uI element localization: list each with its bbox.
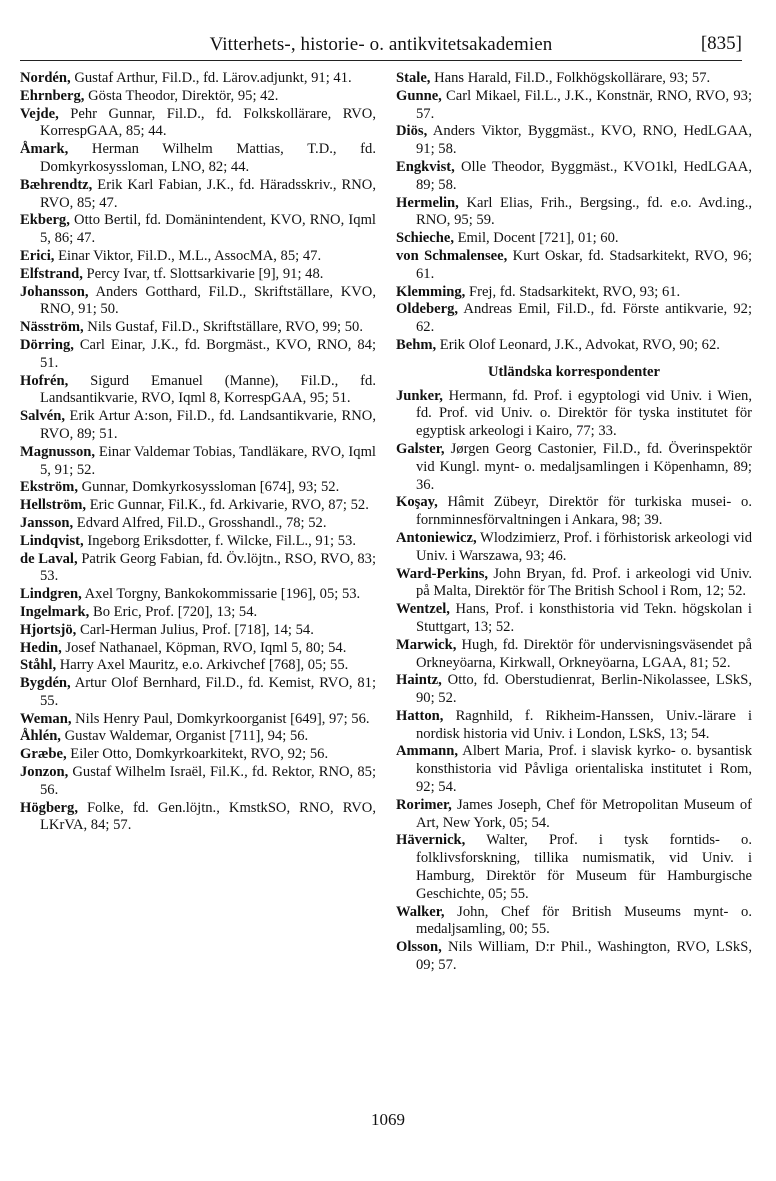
directory-entry — [20, 586, 376, 604]
directory-entry — [20, 319, 376, 337]
directory-entry — [396, 797, 752, 833]
entry-surname: Koşay, — [396, 494, 438, 511]
entry-surname: Ekberg, — [20, 212, 70, 229]
entry-details: Einar Valdemar Tobias, Tandläkare, RVO, Iqml 5, 91; 52. — [40, 443, 376, 478]
entry-surname: Hellström, — [20, 497, 87, 514]
directory-entry — [396, 337, 752, 355]
directory-entry — [396, 566, 752, 602]
entry-details: Nils Henry Paul, Domkyrkoorganist [649], 97; 56. — [71, 710, 370, 727]
section-heading-foreign-correspondents: Utländska korrespondenter — [487, 363, 661, 380]
directory-entry — [20, 515, 376, 533]
directory-entry — [20, 657, 376, 675]
entry-details: Jørgen Georg Castonier, Fil.D., fd. Överinspektör vid Kungl. mynt- o. medaljsamlingen i Köpenhamn, 89; 36. — [416, 440, 752, 493]
entry-details: Walter, Prof. i tysk forntids- o. folklivsforskning, tillika numismatik, vid Univ. i Hamburg, Direktör för Museum für Hamburgische Geschichte, 05; 55. — [416, 832, 752, 902]
entry-surname: Engkvist, — [396, 158, 455, 175]
entry-details: Edvard Alfred, Fil.D., Grosshandl., 78; 52. — [73, 514, 327, 531]
members-list-continued — [396, 70, 752, 355]
directory-entry — [396, 637, 752, 673]
entry-surname: Salvén, — [20, 408, 66, 425]
entry-surname: Högberg, — [20, 799, 78, 816]
directory-entry — [396, 70, 752, 88]
directory-entry — [396, 904, 752, 940]
directory-entry — [20, 70, 376, 88]
directory-entry — [396, 530, 752, 566]
directory-entry — [20, 764, 376, 800]
entry-surname: Olsson, — [396, 939, 442, 956]
entry-surname: Ståhl, — [20, 657, 57, 674]
directory-entry — [20, 640, 376, 658]
entry-surname: Ehrnberg, — [20, 87, 85, 104]
entry-details: Ingeborg Eriksdotter, f. Wilcke, Fil.L., 91; 53. — [83, 532, 356, 549]
entry-surname: Lindqvist, — [20, 532, 84, 549]
entry-surname: Hatton, — [396, 707, 444, 724]
entry-details: Otto Bertil, fd. Domänintendent, KVO, RNO, Iqml 5, 86; 47. — [40, 212, 376, 247]
directory-entry — [396, 672, 752, 708]
directory-entry — [396, 494, 752, 530]
entry-surname: Marwick, — [396, 636, 457, 653]
entry-surname: Hermelin, — [396, 194, 459, 211]
directory-entry — [396, 388, 752, 441]
directory-entry — [396, 441, 752, 494]
entry-surname: Græbe, — [20, 746, 67, 763]
entry-details: Gustaf Wilhelm Israël, Fil.K., fd. Rektor, RNO, 85; 56. — [40, 764, 376, 798]
entry-details: Wlodzimierz, Prof. i förhistorisk arkeologi vid Univ. i Warszawa, 93; 46. — [416, 529, 753, 564]
entry-details: Gustaf Arthur, Fil.D., fd. Lärov.adjunkt, 91; 41. — [70, 70, 352, 86]
directory-entry — [20, 497, 376, 515]
directory-entry — [396, 939, 752, 975]
entry-details: Nils Gustaf, Fil.D., Skriftställare, RVO, 99; 50. — [83, 319, 363, 336]
directory-entry — [396, 601, 752, 637]
entry-details: Einar Viktor, Fil.D., M.L., AssocMA, 85; 47. — [54, 247, 322, 264]
entry-surname: von Schmalensee, — [396, 247, 508, 264]
entry-details: John Bryan, fd. Prof. i arkeologi vid Univ. på Malta, Direktör för The British School i Rom, 12; 52. — [416, 565, 752, 600]
entry-details: Erik Olof Leonard, J.K., Advokat, RVO, 90; 62. — [436, 336, 720, 353]
entry-surname: de Laval, — [20, 550, 78, 567]
entry-surname: Bygdén, — [20, 675, 71, 692]
entry-surname: Elfstrand, — [20, 265, 83, 282]
entry-details: Karl Elias, Frih., Bergsing., fd. e.o. Avd.ing., RNO, 95; 59. — [416, 194, 752, 229]
entry-details: Hermann, fd. Prof. i egyptologi vid Univ. i Wien, fd. Prof. vid Univ. o. Direktör för tyska institutet för egyptisk arkeologi i Kairo, 77; 33. — [416, 387, 752, 440]
directory-entry — [20, 266, 376, 284]
entry-details: Herman Wilhelm Mattias, T.D., fd. Domkyrkosyssloman, LNO, 82; 44. — [40, 141, 376, 175]
entry-surname: Gunne, — [396, 87, 442, 104]
directory-entry — [396, 708, 752, 744]
entry-details: Otto, fd. Oberstudienrat, Berlin-Nikolassee, LSkS, 90; 52. — [416, 672, 752, 707]
entry-details: Frej, fd. Stadsarkitekt, RVO, 93; 61. — [465, 283, 681, 300]
running-head-page-number: [835] — [700, 33, 742, 54]
entry-surname: Ekström, — [20, 479, 78, 496]
entry-details: Carl Mikael, Fil.L., J.K., Konstnär, RNO, RVO, 93; 57. — [416, 87, 752, 122]
entry-surname: Bæhrendtz, — [20, 176, 93, 193]
entry-details: Emil, Docent [721], 01; 60. — [453, 230, 619, 247]
entry-surname: Näsström, — [20, 319, 84, 336]
entry-details: Sigurd Emanuel (Manne), Fil.D., fd. Landsantikvarie, RVO, Iqml 8, KorrespGAA, 95; 51. — [40, 372, 376, 407]
directory-entry — [20, 337, 376, 373]
entry-details: Carl Einar, J.K., fd. Borgmäst., KVO, RNO, 84; 51. — [40, 336, 376, 371]
entry-surname: Weman, — [20, 710, 72, 727]
directory-entry — [396, 284, 752, 302]
directory-entry — [20, 106, 376, 142]
left-column — [20, 70, 376, 835]
directory-entry — [20, 373, 376, 409]
footer-page-number: 1069 — [371, 1110, 405, 1129]
entry-surname: Ammann, — [396, 743, 459, 760]
entry-details: John, Chef för British Museums mynt- o. medaljsamling, 00; 55. — [416, 903, 752, 938]
entry-surname: Åhlén, — [20, 728, 61, 745]
entry-details: Eric Gunnar, Fil.K., fd. Arkivarie, RVO, 87; 52. — [86, 497, 369, 514]
entry-details: Gustav Waldemar, Organist [711], 94; 56. — [60, 728, 309, 745]
entry-surname: Johansson, — [20, 283, 89, 300]
directory-entry — [20, 675, 376, 711]
entry-details: Gunnar, Domkyrkosyssloman [674], 93; 52. — [77, 479, 340, 496]
directory-entry — [396, 159, 752, 195]
entry-details: Axel Torgny, Bankokommissarie [196], 05; 53. — [81, 586, 361, 603]
directory-entry — [20, 141, 376, 177]
entry-surname: Oldeberg, — [396, 301, 459, 318]
entry-details: Anders Gotthard, Fil.D., Skriftställare, KVO, RNO, 91; 50. — [40, 283, 376, 318]
entry-surname: Magnusson, — [20, 443, 96, 460]
directory-entry — [396, 248, 752, 284]
entry-details: Andreas Emil, Fil.D., fd. Förste antikvarie, 92; 62. — [416, 301, 752, 336]
directory-entry — [20, 728, 376, 746]
entry-details: Anders Viktor, Byggmäst., KVO, RNO, HedLGAA, 91; 58. — [416, 123, 752, 158]
directory-entry — [20, 479, 376, 497]
entry-surname: Schieche, — [396, 230, 454, 247]
entry-details: James Joseph, Chef för Metropolitan Museum of Art, New York, 05; 54. — [416, 796, 752, 831]
entry-details: Artur Olof Bernhard, Fil.D., fd. Kemist, RVO, 81; 55. — [40, 675, 376, 709]
entry-surname: Åmark, — [20, 141, 69, 158]
entry-surname: Antoniewicz, — [396, 529, 477, 546]
directory-entry — [20, 284, 376, 320]
entry-details: Albert Maria, Prof. i slavisk kyrko- o. bysantisk konsthistoria vid Påvliga orientaliska institutet i Rom, 92; 54. — [416, 743, 752, 796]
directory-entry — [20, 533, 376, 551]
entry-details: Percy Ivar, tf. Slottsarkivarie [9], 91; 48. — [82, 265, 324, 282]
entry-details: Bo Eric, Prof. [720], 13; 54. — [89, 603, 258, 620]
directory-entry — [20, 248, 376, 266]
entry-details: Harry Axel Mauritz, e.o. Arkivchef [768], 05; 55. — [56, 657, 349, 674]
entry-details: Ragnhild, f. Rikheim-Hanssen, Univ.-lärare i nordisk historia vid Univ. i London, LSkS, 13; 54. — [416, 707, 752, 742]
entry-details: Olle Theodor, Byggmäst., KVO1kl, HedLGAA, 89; 58. — [416, 158, 752, 193]
directory-entry — [20, 800, 376, 836]
entry-surname: Jansson, — [20, 514, 74, 531]
entry-details: Gösta Theodor, Direktör, 95; 42. — [84, 87, 279, 104]
entry-details: Hans Harald, Fil.D., Folkhögskollärare, 93; 57. — [430, 70, 711, 86]
entry-surname: Walker, — [396, 903, 445, 920]
directory-entry — [396, 123, 752, 159]
entry-details: Pehr Gunnar, Fil.D., fd. Folkskollärare, RVO, KorrespGAA, 85; 44. — [40, 105, 376, 140]
entry-surname: Nordén, — [20, 70, 71, 86]
foreign-correspondents-list — [396, 388, 752, 975]
directory-entry — [396, 230, 752, 248]
entry-details: Folke, fd. Gen.löjtn., KmstkSO, RNO, RVO, LKrVA, 84; 57. — [40, 799, 376, 834]
entry-details: Hugh, fd. Direktör för undervisningsväsendet på Orkneyöarna, Kirkwall, Orkneyöarna, LGAA, 81; 52. — [416, 636, 752, 671]
entry-surname: Erici, — [20, 247, 55, 264]
entry-surname: Hävernick, — [396, 832, 466, 849]
entry-details: Erik Karl Fabian, J.K., fd. Häradsskriv., RNO, RVO, 85; 47. — [40, 176, 376, 211]
entry-details: Eiler Otto, Domkyrkoarkitekt, RVO, 92; 56. — [66, 746, 329, 763]
directory-entry — [396, 743, 752, 796]
entry-details: Nils William, D:r Phil., Washington, RVO, LSkS, 09; 57. — [416, 939, 752, 974]
entry-details: Hans, Prof. i konsthistoria vid Tekn. högskolan i Stuttgart, 13; 52. — [416, 601, 752, 635]
directory-entry — [396, 195, 752, 231]
page-header — [20, 30, 742, 61]
directory-entry — [20, 711, 376, 729]
directory-entry — [20, 177, 376, 213]
entry-details: Patrik Georg Fabian, fd. Öv.löjtn., RSO, RVO, 83; 53. — [40, 550, 376, 585]
directory-entry — [20, 212, 376, 248]
entry-surname: Junker, — [396, 387, 443, 404]
directory-entry — [396, 88, 752, 124]
entry-surname: Lindgren, — [20, 586, 82, 603]
directory-entry — [20, 746, 376, 764]
entry-surname: Galster, — [396, 440, 445, 457]
entry-surname: Rorimer, — [396, 796, 452, 813]
entry-surname: Wentzel, — [396, 601, 450, 618]
entry-surname: Hjortsjö, — [20, 621, 77, 638]
entry-surname: Vejde, — [20, 105, 59, 122]
entry-details: Hâmit Zübeyr, Direktör för turkiska musei- o. fornminnesförvaltningen i Ankara, 98; 39. — [416, 494, 752, 529]
entry-details: Erik Artur A:son, Fil.D., fd. Landsantikvarie, RNO, RVO, 89; 51. — [40, 408, 376, 442]
entry-surname: Behm, — [396, 336, 437, 353]
right-column — [396, 70, 752, 975]
entry-surname: Dörring, — [20, 336, 74, 353]
directory-entry — [396, 301, 752, 337]
entry-surname: Diös, — [396, 123, 428, 140]
entry-surname: Klemming, — [396, 283, 466, 300]
entry-surname: Hedin, — [20, 639, 62, 656]
entry-surname: Ingelmark, — [20, 603, 90, 620]
directory-entry — [20, 444, 376, 480]
directory-entry — [20, 551, 376, 587]
entry-surname: Stale, — [396, 70, 431, 86]
directory-entry — [396, 832, 752, 903]
entry-details: Carl-Herman Julius, Prof. [718], 14; 54. — [76, 621, 314, 638]
directory-entry — [20, 622, 376, 640]
directory-entry — [20, 604, 376, 622]
entry-surname: Jonzon, — [20, 764, 69, 781]
entry-surname: Haintz, — [396, 672, 442, 689]
running-head-title: Vitterhets-, historie- o. antikvitetsakademien — [209, 34, 553, 55]
entry-details: Josef Nathanael, Köpman, RVO, Iqml 5, 80; 54. — [61, 639, 347, 656]
directory-entry — [20, 88, 376, 106]
directory-entry — [20, 408, 376, 444]
entry-details: Kurt Oskar, fd. Stadsarkitekt, RVO, 96; 61. — [416, 247, 753, 282]
entry-surname: Ward-Perkins, — [396, 565, 489, 582]
entry-surname: Hofrén, — [20, 372, 69, 389]
